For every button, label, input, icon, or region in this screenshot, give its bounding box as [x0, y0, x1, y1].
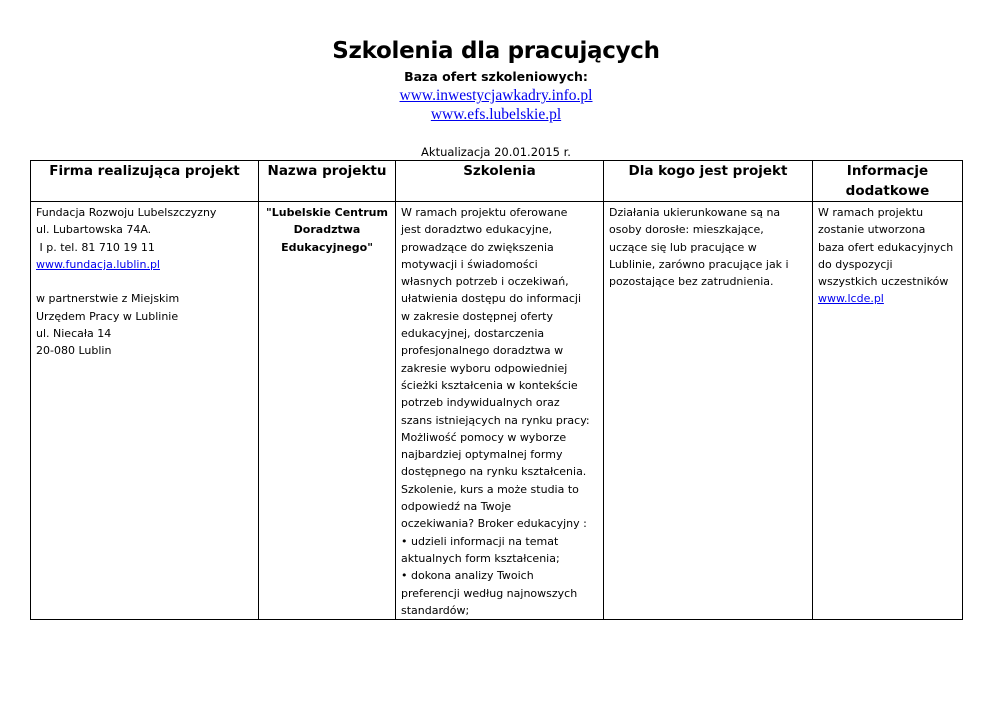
- partner-line: w partnerstwie z Miejskim: [36, 292, 180, 306]
- info-line: W ramach projektu: [818, 206, 924, 219]
- szkolenia-line: najbardziej optymalnej formy: [401, 448, 563, 462]
- spacer: [36, 273, 253, 290]
- dla-kogo-line: uczące się lub pracujące w: [609, 240, 757, 254]
- szkolenia-line: dostępnego na rynku kształcenia.: [401, 465, 587, 479]
- link-efs-lubelskie[interactable]: www.efs.lubelskie.pl: [430, 106, 562, 123]
- dla-kogo-line: Lublinie, zarówno pracujące jak i: [609, 257, 789, 271]
- szkolenia-line: zakresie wyboru odpowiedniej: [401, 361, 568, 375]
- szkolenia-line: profesjonalnego doradztwa w: [401, 344, 564, 358]
- update-date: Aktualizacja 20.01.2015 r.: [421, 145, 571, 159]
- firma-name: Fundacja Rozwoju Lubelszczyzny: [36, 206, 217, 219]
- szkolenia-line: jest doradztwo edukacyjne,: [401, 223, 553, 237]
- firma-phone: I p. tel. 81 710 19 11: [36, 240, 155, 254]
- dla-kogo-line: osoby dorosłe: mieszkające,: [609, 223, 764, 237]
- szkolenia-line: w zakresie dostępnej oferty: [401, 309, 553, 323]
- header-firma: Firma realizująca projekt: [31, 161, 259, 202]
- link-fundacja-lublin[interactable]: www.fundacja.lublin.pl: [36, 257, 160, 271]
- page-title: Szkolenia dla pracujących: [332, 38, 660, 64]
- partner-line: Urzędem Pracy w Lublinie: [36, 309, 179, 323]
- info-line: zostanie utworzona: [818, 223, 926, 237]
- szkolenia-line: Możliwość pomocy w wyborze: [401, 430, 567, 444]
- info-line: baza ofert edukacyjnych: [818, 240, 954, 254]
- project-name-line: Edukacyjnego": [281, 240, 373, 254]
- project-name-line: "Lubelskie Centrum: [266, 206, 388, 219]
- firma-street: ul. Lubartowska 74A.: [36, 223, 152, 237]
- document-header: [0, 36, 992, 124]
- header-info: [813, 161, 963, 202]
- szkolenia-line: preferencji według najnowszych: [401, 586, 578, 600]
- partner-line: 20-080 Lublin: [36, 344, 112, 358]
- page-subtitle: Baza ofert szkoleniowych:: [404, 69, 588, 84]
- header-dla-kogo: Dla kogo jest projekt: [604, 161, 813, 202]
- szkolenia-line: motywacji i świadomości: [401, 257, 538, 271]
- partner-line: ul. Niecała 14: [36, 327, 112, 341]
- header-szkolenia: Szkolenia: [396, 161, 604, 202]
- szkolenia-line: oczekiwania? Broker edukacyjny :: [401, 517, 587, 531]
- cell-nazwa: [259, 202, 396, 620]
- cell-dla-kogo: [604, 202, 813, 620]
- szkolenia-line: • dokona analizy Twoich: [401, 569, 534, 583]
- cell-szkolenia: [396, 202, 604, 620]
- header-info-line: Informacje: [846, 163, 929, 179]
- szkolenia-line: ułatwienia dostępu do informacji: [401, 292, 581, 306]
- szkolenia-line: ścieżki kształcenia w kontekście: [401, 378, 578, 392]
- szkolenia-line: Szkolenie, kurs a może studia to: [401, 482, 579, 496]
- table-row: [31, 202, 963, 620]
- szkolenia-line: własnych potrzeb i oczekiwań,: [401, 275, 569, 289]
- szkolenia-line: prowadzące do zwiększenia: [401, 240, 554, 254]
- info-line: do dyspozycji: [818, 257, 893, 271]
- link-lcde[interactable]: www.lcde.pl: [818, 292, 884, 306]
- projects-table: [30, 160, 963, 620]
- table-header-row: [31, 161, 963, 202]
- info-line: wszystkich uczestników: [818, 275, 949, 289]
- szkolenia-line: W ramach projektu oferowane: [401, 206, 568, 219]
- szkolenia-line: potrzeb indywidualnych oraz: [401, 396, 560, 410]
- szkolenia-line: standardów;: [401, 603, 470, 617]
- header-info-line: dodatkowe: [845, 183, 930, 199]
- link-inwestycjawkadry[interactable]: www.inwestycjawkadry.info.pl: [399, 87, 593, 104]
- cell-info: [813, 202, 963, 620]
- cell-firma: [31, 202, 259, 620]
- szkolenia-line: edukacyjnej, dostarczenia: [401, 327, 545, 341]
- szkolenia-line: odpowiedź na Twoje: [401, 500, 512, 514]
- szkolenia-line: aktualnych form kształcenia;: [401, 551, 560, 565]
- dla-kogo-line: Działania ukierunkowane są na: [609, 206, 781, 219]
- project-name-line: Doradztwa: [293, 223, 361, 237]
- szkolenia-line: szans istniejących na rynku pracy:: [401, 413, 590, 427]
- header-nazwa: Nazwa projektu: [259, 161, 396, 202]
- szkolenia-line: • udzieli informacji na temat: [401, 534, 559, 548]
- dla-kogo-line: pozostające bez zatrudnienia.: [609, 275, 774, 289]
